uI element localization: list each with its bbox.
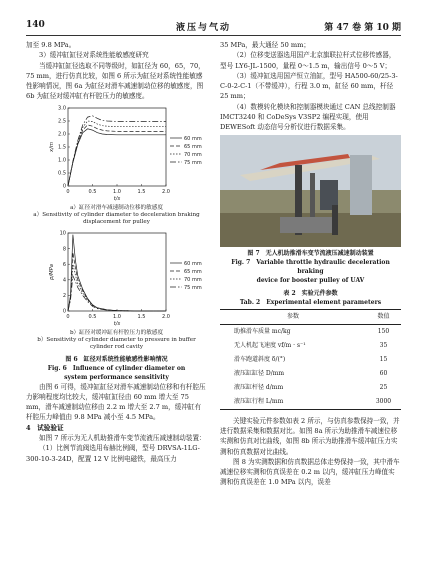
caption-en: a）Sensitivity of cylinder diameter to deceleration braking displacement for pulley bbox=[33, 212, 200, 226]
param-value: 35 bbox=[379, 341, 388, 349]
journal-title: 液压与气动 bbox=[176, 23, 232, 33]
x-tick-label: 0 bbox=[66, 188, 70, 195]
parameter-table bbox=[220, 309, 401, 410]
figure-title-en: Fig. 7 Variable throttle hydraulic deceleration braking bbox=[231, 258, 390, 275]
y-tick-label: 0 bbox=[62, 183, 66, 190]
section-title: 4 试验验证 bbox=[26, 423, 64, 432]
figure-6a bbox=[26, 102, 207, 205]
y-tick-label: 2.0 bbox=[58, 131, 66, 138]
legend-label: 75 mm bbox=[184, 159, 202, 166]
y-tick-label: 6 bbox=[62, 261, 66, 268]
table-row bbox=[220, 367, 401, 381]
x-axis-label: t/s bbox=[113, 195, 121, 202]
paragraph: 35 MPa，最大通径 50 mm； bbox=[220, 41, 310, 49]
param-name: 液压缸缸径 D/mm bbox=[234, 369, 285, 377]
series-line bbox=[68, 116, 166, 186]
figure-6a-caption bbox=[26, 205, 207, 227]
table-row bbox=[220, 339, 401, 353]
header-rule bbox=[26, 35, 401, 36]
paragraph: 当缓冲缸缸径选取不同等级时，如缸径为 60，65，70，75 mm，进行仿真比较，如图 6 所示为缸径对系统性能敏感性影响情况，图 6a 为缸径对滑车减速制动位移的敏感度，图 6b 为缸径对缓冲缸有杆腔压力的敏感度。 bbox=[26, 61, 205, 101]
table-row bbox=[220, 353, 401, 367]
table-title-en: Tab. 2 Experimental element parameters bbox=[239, 298, 382, 306]
table-row bbox=[220, 324, 401, 339]
y-tick-label: 3.0 bbox=[58, 105, 66, 112]
series-line bbox=[68, 125, 166, 186]
y-tick-label: 2.5 bbox=[58, 118, 66, 125]
param-value: 60 bbox=[379, 369, 388, 377]
paragraph: （3）缓冲缸选用国产恒立油缸，型号 HA500-60/25-3-C-0-2-C-1（不带缓冲），行程 3.0 m，缸径 60 mm，杆径 25 mm； bbox=[220, 71, 398, 101]
paragraph: （4）数模转化模块和控制器模块通过 CAN 总线控制器 IMCT3240 和 CoDeSys V3SP2 编程实现，使用 DEWESoft 动态信号分析仪进行数据采集。 bbox=[220, 102, 396, 132]
param-name: 助推滑车质量 mc/kg bbox=[234, 327, 291, 335]
running-header bbox=[26, 20, 401, 34]
caption-cn: a）缸径对滑车减速制动位移的敏感度 bbox=[70, 205, 163, 212]
series-line bbox=[68, 234, 166, 310]
x-tick-label: 1.5 bbox=[137, 188, 146, 195]
param-value: 15 bbox=[379, 355, 388, 363]
series-line bbox=[68, 129, 166, 186]
caption-en: b）Sensitivity of cylinder diameter to pressure in buffer cylinder rod cavity bbox=[37, 337, 196, 351]
table-2-title bbox=[220, 289, 401, 307]
param-name: 滑车跑道斜度 δ/(°) bbox=[234, 355, 286, 363]
x-tick-label: 0.5 bbox=[88, 313, 97, 320]
paragraph: 图 8 为实测数据和仿真数据总体走势保持一致，其中滑车减速位移实测和仿真误差在 0.2 m 以内，缓冲缸压力峰值实测和仿真误差在 1.0 MPa 以内，误差 bbox=[220, 457, 400, 487]
paragraph: （1）比例节流阀选用布赫比例阀，型号 DRVSA-1LG-300-10-3-24D，配置 12 V 比例电磁铁，最高压力 bbox=[26, 444, 200, 463]
table-row bbox=[220, 395, 401, 410]
series-line bbox=[68, 252, 166, 311]
param-name: 无人机起飞速度 vf/m · s⁻¹ bbox=[234, 341, 306, 349]
plot-frame bbox=[68, 233, 166, 311]
figure-title-en: device for booster pulley of UAV bbox=[256, 276, 365, 284]
figure-7-title bbox=[220, 249, 401, 285]
y-axis-label: p/MPa bbox=[49, 263, 55, 280]
y-tick-label: 4 bbox=[62, 277, 66, 284]
x-tick-label: 1.0 bbox=[113, 313, 121, 320]
param-name: 液压缸行程 L/mm bbox=[220, 395, 366, 410]
y-tick-label: 1.0 bbox=[58, 157, 66, 164]
figure-6-title bbox=[26, 355, 207, 382]
column-header: 参数 bbox=[220, 309, 366, 324]
legend-label: 65 mm bbox=[184, 268, 202, 275]
legend-label: 65 mm bbox=[184, 143, 202, 150]
chart-6b bbox=[26, 227, 207, 327]
page-number: 140 bbox=[26, 20, 45, 30]
y-tick-label: 2 bbox=[62, 292, 66, 299]
device-photo bbox=[220, 135, 401, 247]
x-tick-label: 2.0 bbox=[162, 313, 170, 320]
y-tick-label: 10 bbox=[59, 230, 66, 237]
series-line bbox=[68, 264, 166, 311]
legend-label: 70 mm bbox=[184, 276, 202, 283]
figure-title-en: Fig. 6 Influence of cylinder diameter on bbox=[47, 364, 186, 372]
chart-6a bbox=[26, 102, 207, 202]
legend-label: 60 mm bbox=[184, 135, 202, 142]
figure-title-cn: 图 6 缸径对系统性能敏感性影响情况 bbox=[65, 355, 168, 363]
figure-6b bbox=[26, 227, 207, 330]
y-tick-label: 0.5 bbox=[58, 170, 66, 177]
volume-issue: 第 47 卷 第 10 期 bbox=[324, 23, 401, 33]
x-tick-label: 2.0 bbox=[162, 188, 170, 195]
table-header-row bbox=[220, 309, 401, 324]
figure-title-en: system performance sensitivity bbox=[64, 373, 169, 381]
column-header: 数值 bbox=[366, 309, 401, 324]
photo-illustration bbox=[220, 135, 401, 247]
legend-label: 70 mm bbox=[184, 151, 202, 158]
x-tick-label: 1.0 bbox=[113, 188, 121, 195]
paragraph: 加至 9.8 MPa。 bbox=[26, 41, 76, 49]
legend-label: 75 mm bbox=[184, 284, 202, 291]
x-axis-label: t/s bbox=[113, 320, 121, 327]
param-value: 25 bbox=[379, 383, 388, 391]
paragraph: （2）位移变送器选用国产北京旗联拉杆式位移传感器，型号 LY6-JL-1500，量程 0～1.5 m，输出信号 0～5 V； bbox=[220, 51, 396, 70]
y-tick-label: 0 bbox=[62, 308, 66, 315]
x-tick-label: 0 bbox=[66, 313, 70, 320]
table-title-cn: 表 2 实验元件参数 bbox=[283, 289, 338, 297]
paragraph: 如图 7 所示为无人机助推滑车变节流液压减速制动装置： bbox=[39, 434, 206, 443]
y-axis-label: x/m bbox=[49, 141, 55, 152]
param-value: 150 bbox=[377, 327, 390, 335]
plot-frame bbox=[68, 108, 166, 186]
figure-title-cn: 图 7 无人机助推滑车变节流液压减速制动装置 bbox=[247, 249, 374, 257]
left-column bbox=[26, 40, 207, 464]
y-tick-label: 1.5 bbox=[58, 144, 66, 151]
x-tick-label: 1.5 bbox=[137, 313, 146, 320]
legend-label: 60 mm bbox=[184, 260, 202, 267]
table-row bbox=[220, 381, 401, 395]
paragraph: 关键实验元件参数如表 2 所示，与仿真参数保持一致，并进行数据采集和数据对比。如图 8a 所示为助推滑车减速位移实测和仿真对比曲线，如图 8b 所示为助推滑车缓冲缸压力实测和仿真数据对比曲线。 bbox=[220, 416, 400, 456]
figure-6b-caption bbox=[26, 330, 207, 352]
right-column bbox=[220, 40, 401, 488]
caption-cn: b）缸径对缓冲缸有杆腔压力的敏感度 bbox=[69, 329, 164, 336]
paragraph: 由图 6 可得，缓冲缸缸径对滑车减速制动位移和有杆腔压力影响程度均比较大，缓冲缸缸径由 60 mm 增大至 75 mm，滑车减速制动位移由 2.2 m 增大至 2.7 m，缓冲缸有杆腔压力峰值由 9.8 MPa 减小至 4.5 MPa。 bbox=[26, 382, 206, 422]
param-value: 3000 bbox=[366, 395, 401, 410]
subsection-title: 3）缓冲缸缸径对系统性能敏感度研究 bbox=[39, 51, 149, 60]
y-tick-label: 8 bbox=[62, 245, 66, 252]
param-name: 液压缸杆径 d/mm bbox=[234, 383, 284, 391]
x-tick-label: 0.5 bbox=[88, 188, 97, 195]
